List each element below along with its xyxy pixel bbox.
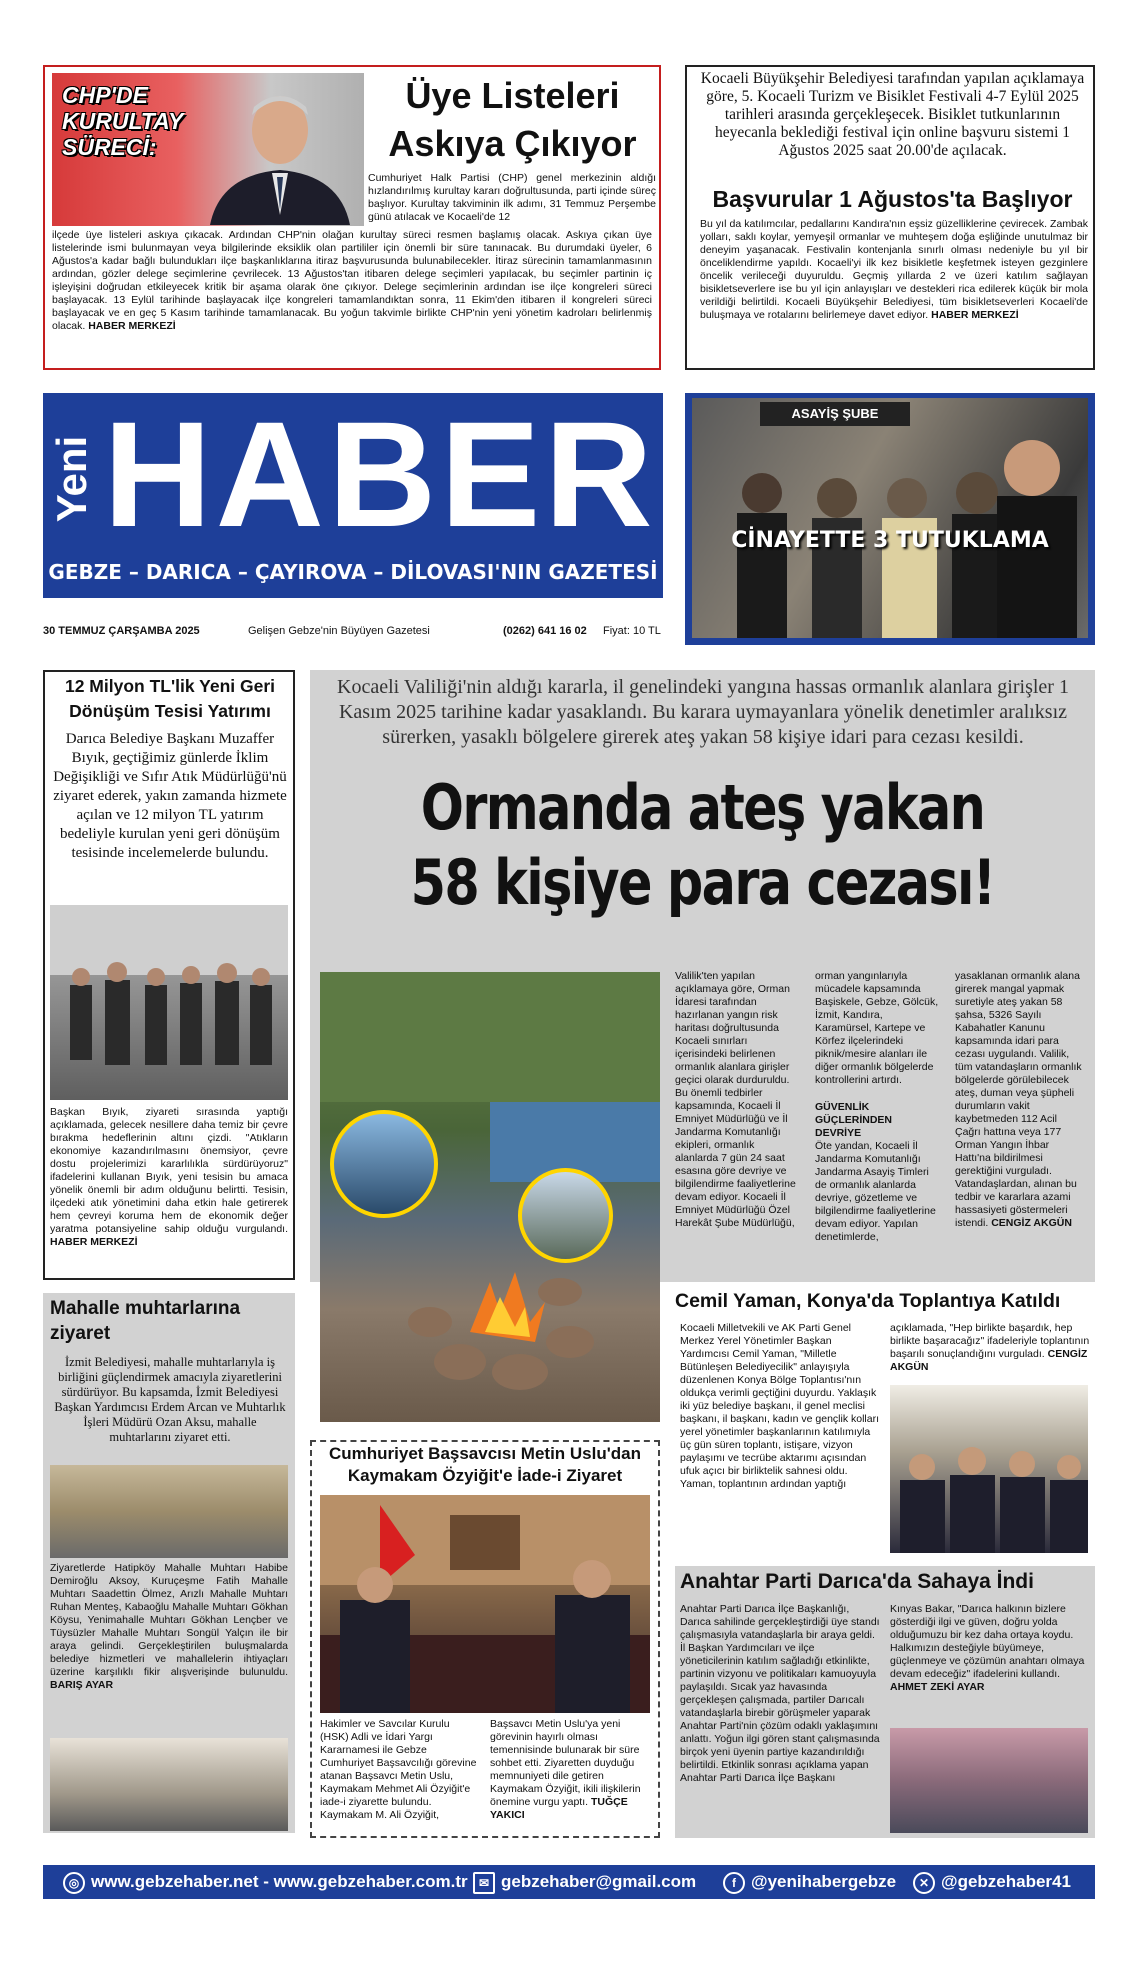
mail-icon: ✉ (473, 1872, 495, 1894)
bike-body-text (700, 218, 1088, 322)
main-column-3-content: yasaklanan ormanlık alana girerek mangal yapmak suretiyle ateş yakan 58 şahsa, 5326 Sayılı Kabahatler Kanunu kapsamında idari para cezası uygulandı. Valilik, tüm vatandaşların ormanlık bölgelerde görülebilecek ateş, duman veya şüpheli durumların vakit kaybetmeden 112 Acil Çağrı hattına veya 177 Orman Yangın İhbar Hattı'na bildirilmesi gerektiğini vurguladı. Vatandaşlardan, alınan bu tedbir ve kararlara azami hassasiyeti göstermeleri istendi. (955, 970, 1082, 1229)
bike-lead-text: Kocaeli Büyükşehir Belediyesi tarafından yapılan açıklamaya göre, 5. Kocaeli Turizm ve Bisiklet Festivali 4-7 Eylül 2025 tarihleri arasında gerçekleşecek. Bisiklet tutkunlarının heyecanla beklediği festival için online başvuru sistemi 1 Ağustos 2025 saat 20.00'de açılacak. (700, 70, 1085, 159)
chp-body-content: ilçede üye listeleri askıya çıkacak. Ardından CHP'nin olağan kurultay süreci resmen başlamış olacak. Askıya çıkan üye listelerinde ismi bulunmayan veya bilgilerinde eksiklik olan partililer için önemli bir süre tanınacak. Bu durumdaki üyeler, 6 Ağustos'a kadar bağlı bulundukları ilçe başkanlıklarına itiraz başvurusunda bulunabilecekler. İtiraz sürecinin tamamlanmasının ardından, gözler delege seçimlerine çevrilecek. 13 Ağustos'tan itibaren delege seçimleri yapılacak, bu seçimler partinin iç işleyişini doğrudan etkileyecek kritik bir aşama olarak öne çıkıyor. Delege seçimlerinin ardından ise ilçe kongreleri süreci başlayacak. 13 Eylül tarihinde başlayacak ilçe kongreleri tamamlandıktan sonra, 11 Ekim'den itibaren il kongreleri süreci başlayacak ve en geç 5 Kasım tarihinde tamamlanacak. Bu yoğun takvimle birlikte CHP'nin yeni yönetim kadroları belirlenmiş olacak. (52, 229, 652, 332)
x-icon: ✕ (913, 1872, 935, 1894)
footer-bar (43, 1865, 1095, 1899)
prosecutor-column-2-content: Başsavcı Metin Uslu'ya yeni görevinin hayırlı olması temennisinde bulunarak bir süre sohbet etti. Ziyaretten duyduğu memnuniyeti dile getiren Kaymakam Özyiğit, ikili ilişkilerin önemine vurgu yaptı. (490, 1718, 641, 1808)
footer-web-text: www.gebzehaber.net - www.gebzehaber.com.tr (91, 1872, 468, 1891)
mahalle-headline: Mahalle muhtarlarına ziyaret (50, 1298, 241, 1344)
main-subhead: GÜVENLİK GÜÇLERİNDEN DEVRİYE (815, 1101, 893, 1139)
footer-facebook[interactable] (723, 1865, 896, 1899)
prosecutor-column-2 (490, 1718, 650, 1822)
mahalle-lead-text: İzmit Belediyesi, mahalle muhtarlarıyla iş birliğini güçlendirmek amacıyla ziyaretlerini sürdürüyor. Bu kapsamda, İzmit Belediyesi Başkan Yardımcısı Erdem Arcan ve Muhtarlık İşleri Müdürü Ozan Aksu, mahalle muhtarlarını ziyaret etti. (54, 1355, 286, 1444)
cemil-meeting-photo (890, 1385, 1088, 1553)
bike-headline: Başvurular 1 Ağustos'ta Başlıyor (712, 186, 1073, 212)
cemil-side-content: açıklamada, "Hep birlikte başardık, hep birlikte başaracağız" ifadeleriyle toplantının başarılı sonuçlandığını vurguladı. (890, 1322, 1090, 1360)
chp-body-text (52, 229, 652, 333)
issue-date: 30 TEMMUZ ÇARŞAMBA 2025 (43, 625, 200, 637)
main-headline-line1: Ormanda ateş yakan (420, 771, 985, 844)
price: Fiyat: 10 TL (603, 625, 661, 637)
asayis-sign: ASAYİŞ ŞUBE (760, 402, 910, 426)
chp-lead-text: Cumhuriyet Halk Partisi (CHP) genel merkezinin aldığı hızlandırılmış kurultay kararı doğrultusunda, parti içinde süreç başlıyor. Kurultay takviminin ilk adımı, 31 Temmuz Perşembe günü atılacak ve Kocaeli'de 12 (368, 172, 656, 223)
masthead-subtitle: GEBZE – DARICA – ÇAYIROVA – DİLOVASI'NIN GAZETESİ (48, 560, 658, 584)
main-column-2a: orman yangınlarıyla mücadele kapsamında Başiskele, Gebze, Gölcük, İzmit, Kandıra, Karamürsel, Kartepe ve Körfez ilçelerindeki piknik/mesire alanları ile diğer ormanlık bölgelerde kontrollerini artırdı. (815, 970, 939, 1086)
main-column-2 (815, 970, 940, 1244)
anahtar-column-2-content: Kınyas Bakar, "Darıca halkının bizlere gösterdiği ilgi ve güven, doğru yolda olduğumuzu bir kez daha ortaya koydu. Halkımızın desteğiyle büyümeye, güçlenmeye ve çözümün anahtarı olmaya devam edeceğiz" ifadelerini kullandı. (890, 1603, 1085, 1680)
recycle-signature: HABER MERKEZİ (50, 1236, 138, 1248)
main-column-2b: Öte yandan, Kocaeli İl Jandarma Komutanlığı Jandarma Asayiş Timleri de ormanlık alanlarda devriye, gözetleme ve bilgilendirme faaliyetlerine devam ediyor. Yapılan denetimlerde, (815, 1140, 936, 1243)
prosecutor-column-1: Hakimler ve Savcılar Kurulu (HSK) Adli ve İdari Yargı Kararnamesi ile Gebze Cumhuriyet Başsavcılığı görevine atanan Başsavcı Metin Uslu, Kaymakam Mehmet Ali Özyiğit'e iade-i ziyarette bulundu. Kaymakam M. Ali Özyiğit, (320, 1718, 477, 1821)
cemil-side-text (890, 1322, 1090, 1374)
main-signature: CENGİZ AKGÜN (991, 1217, 1072, 1229)
gendarmerie-inset-1 (330, 1110, 438, 1218)
bike-body-content: Bu yıl da katılımcılar, pedallarını Kandıra'nın eşsiz güzelliklerine çevirecek. Zambak yolları, saklı koylar, yemyeşil ormanlar ve muhteşem doğa eşliğinde unutulmaz bir deneyim yaşanacak. Festivalin kontenjanla sınırlı olması nedeniyle bu yıl bir önceliklendirme yapıldı. Kocaeli'yi ilk kez bisikletle keşfetmek isteyen gezginlere öncelik verileceği duyuruldu. Geçmiş yıllarda 2 ve üzeri katılım sağlayan bisikletseverlere ise bu yıl için anlayışları ve destekleri rica edilerek küçük bir mola verildiği belirtildi. Kocaeli Büyükşehir Belediyesi, tüm bisikletseverleri Kocaeli'de buluşmaya ve rotalarını belirlemeye davet ediyor. (700, 218, 1088, 321)
footer-x-text: @gebzehaber41 (941, 1872, 1071, 1891)
phone: (0262) 641 16 02 (503, 625, 587, 637)
globe-icon: ◎ (63, 1872, 85, 1894)
prosecutor-headline: Cumhuriyet Başsavcısı Metin Uslu'dan Kaymakam Özyiğit'e İade-i Ziyaret (328, 1444, 642, 1485)
mahalle-photo-1 (50, 1465, 288, 1558)
main-column-3 (955, 970, 1085, 1230)
chp-kicker-line1: CHP'DE (62, 82, 148, 108)
gendarmerie-inset-2 (518, 1168, 613, 1263)
main-headline-line2: 58 kişiye para cezası! (410, 846, 995, 919)
chp-signature: HABER MERKEZİ (88, 320, 176, 332)
cemil-body-text: Kocaeli Milletvekili ve AK Parti Genel Merkez Yerel Yönetimler Başkan Yardımcısı Cemil Yaman, "Milletle Bütünleşen Belediyecilik" anlayışıyla düzenlenen Konya Bölge Toplantısı'nın oldukça verimli geçtiğini duyurdu. Yaklaşık iki yüz belediye başkanı, il genel meclisi başkanı, il başkanı, kadın ve gençlik kolları yerel yönetimler başkanlarının katılımıyla üç gün süren toplantı, istişare, vizyon paylaşımı ve tecrübe aktarımı açısından ufuk açıcı bir birliktelik sahnesi oldu. Yaman, toplantının ardından yaptığı (680, 1322, 880, 1490)
mahalle-body-text (50, 1562, 288, 1692)
anahtar-signature: AHMET ZEKİ AYAR (890, 1681, 985, 1693)
mahalle-signature: BARIŞ AYAR (50, 1679, 114, 1691)
chp-kicker (62, 82, 183, 160)
recycle-body-content: Başkan Bıyık, ziyareti sırasında yaptığı açıklamada, gelecek nesillere daha temiz bir çevre bırakma hedeflerinin altını çizdi. "Atıkların ekonomiye kazandırılmasını önemsiyor, çevre dostu projelerimizi kararlılıkla sürdürüyoruz" ifadelerini kullanan Bıyık, yeni tesisin bu amaca yönelik önemli bir adım olduğunu belirtti. Tesisin, ilçedeki atık yönetimini daha etkin hale getirerek hem çevreyi koruma hem de ekonomik değer yaratma potansiyeline sahip olduğu vurgulandı. (50, 1106, 288, 1235)
anahtar-column-1: Anahtar Parti Darıca İlçe Başkanlığı, Darıca sahilinde gerçekleştirdiği üye standı çalışmasıyla vatandaşlarla bir araya geldi. İl Başkan Yardımcıları ve ilçe yöneticilerinin katılım sağladığı etkinlikte, partinin vizyonu ve politikaları kamuoyuyla paylaşıldı. Sıcak yaz havasında gerçekleşen çalışmada, partiler Darıcalı vatandaşlarla birebir görüşmeler yaparak Anahtar Parti'nin çözüm odaklı yaklaşımını anlattı. Yoğun ilgi gören stant çalışmasında birçok yeni üyenin partiye kazandırıldığı belirtildi. Etkinlik sonrası açıklama yapan Anahtar Parti Darıca İlçe Başkanı (680, 1603, 880, 1784)
chp-kicker-line3: SÜRECİ: (62, 134, 157, 160)
footer-x[interactable] (913, 1865, 1071, 1899)
prosecutor-signature: TUĞÇE YAKICI (490, 1796, 628, 1821)
recycle-headline: 12 Milyon TL'lik Yeni Geri Dönüşüm Tesisi Yatırımı (64, 676, 276, 721)
anahtar-headline: Anahtar Parti Darıca'da Sahaya İndi (680, 1570, 1034, 1593)
chp-headline (370, 72, 655, 168)
issue-info-line (43, 625, 663, 641)
cemil-headline: Cemil Yaman, Konya'da Toplantıya Katıldı (675, 1290, 1061, 1312)
recycle-lead-text: Darıca Belediye Başkanı Muzaffer Bıyık, geçtiğimiz günlerde İklim Değişikliği ve Sıfır Atık Müdürlüğü'nü ziyaret ederek, yakın zamanda hizmete açılan ve 12 milyon TL yatırım bedeliyle kurulan yeni geri dönüşüm tesisinde incelemelerde bulundu. (53, 731, 287, 861)
footer-mail-text: gebzehaber@gmail.com (501, 1872, 697, 1891)
politician-portrait (200, 85, 360, 225)
office-visit-illustration (320, 1495, 650, 1713)
masthead-logo: HABER (103, 390, 657, 558)
chp-headline-line2: Askıya Çıkıyor (388, 123, 637, 164)
meeting-illustration (890, 1385, 1088, 1553)
bike-signature: HABER MERKEZİ (931, 309, 1019, 321)
facebook-icon: f (723, 1872, 745, 1894)
cemil-signature: CENGİZ AKGÜN (890, 1348, 1088, 1373)
murder-caption: CİNAYETTE 3 TUTUKLAMA (731, 528, 1049, 553)
main-lead-text: Kocaeli Valiliği'nin aldığı kararla, il genelindeki yangına hassas ormanlık alanlara girişler 1 Kasım 2025 tarihine kadar yasaklandı. Bu karara uymayanlara yönelik denetimler aralıksız sürerken, yasaklı bölgelere girerek ateş yakan 58 kişiye idari para cezası kesildi. (337, 676, 1069, 748)
masthead-yeni-text: Yeni (48, 435, 95, 523)
recycle-visit-illustration (50, 905, 288, 1100)
footer-mail[interactable] (473, 1865, 696, 1899)
anahtar-column-2 (890, 1603, 1088, 1694)
mahalle-photo-2 (50, 1738, 288, 1831)
chp-headline-line1: Üye Listeleri (405, 75, 620, 116)
recycle-body-text (50, 1106, 288, 1249)
chp-kicker-line2: KURULTAY (62, 108, 184, 134)
main-column-1: Valilik'ten yapılan açıklamaya göre, Orman İdaresi tarafından hazırlanan yangın risk haritası doğrultusunda Kocaeli sınırları içerisindeki belirlenen ormanlık alanlara girişler geçici olarak durduruldu. Bu önemli tedbirler kapsamında, Kocaeli İl Emniyet Müdürlüğü ve İl Jandarma Komutanlığı ekipleri, ormanlık alanlarda 7 gün 24 saat esasına göre devriye ve bilgilendirme faaliyetlerine devam ediyor. Kocaeli İl Emniyet Müdürlüğü Özel Harekât Şube Müdürlüğü, (675, 970, 796, 1229)
mahalle-body-content: Ziyaretlerde Hatipköy Mahalle Muhtarı Habibe Demiroğlu Aksoy, Kuruçeşme Fatih Mahalle Muhtarı Saadettin Ölmez, Arızlı Mahalle Muhtarı Ruhan Menteş, Kabaoğlu Mahalle Muhtarı Gökhan Köysu, Yenimahalle Muhtarı Gökhan Lençber ve Tüysüzler Mahalle Muhtarı Songül Yalçın ile bir araya gelindi. Gerçekleştirilen buluşmalarda belediye hizmetleri ve mahallelerin ihtiyaçları üzerine karşılıklı fikir alışverişinde bulunuldu. (50, 1562, 288, 1678)
slogan: Gelişen Gebze'nin Büyüyen Gazetesi (248, 625, 430, 637)
footer-facebook-text: @yenihabergebze (751, 1872, 897, 1891)
masthead-yeni (47, 395, 97, 565)
footer-web[interactable] (63, 1865, 468, 1899)
main-headline (381, 770, 1025, 920)
recycle-photo (50, 905, 288, 1100)
suspects-illustration (692, 398, 1088, 638)
prosecutor-visit-photo (320, 1495, 650, 1713)
anahtar-stand-photo (890, 1728, 1088, 1833)
